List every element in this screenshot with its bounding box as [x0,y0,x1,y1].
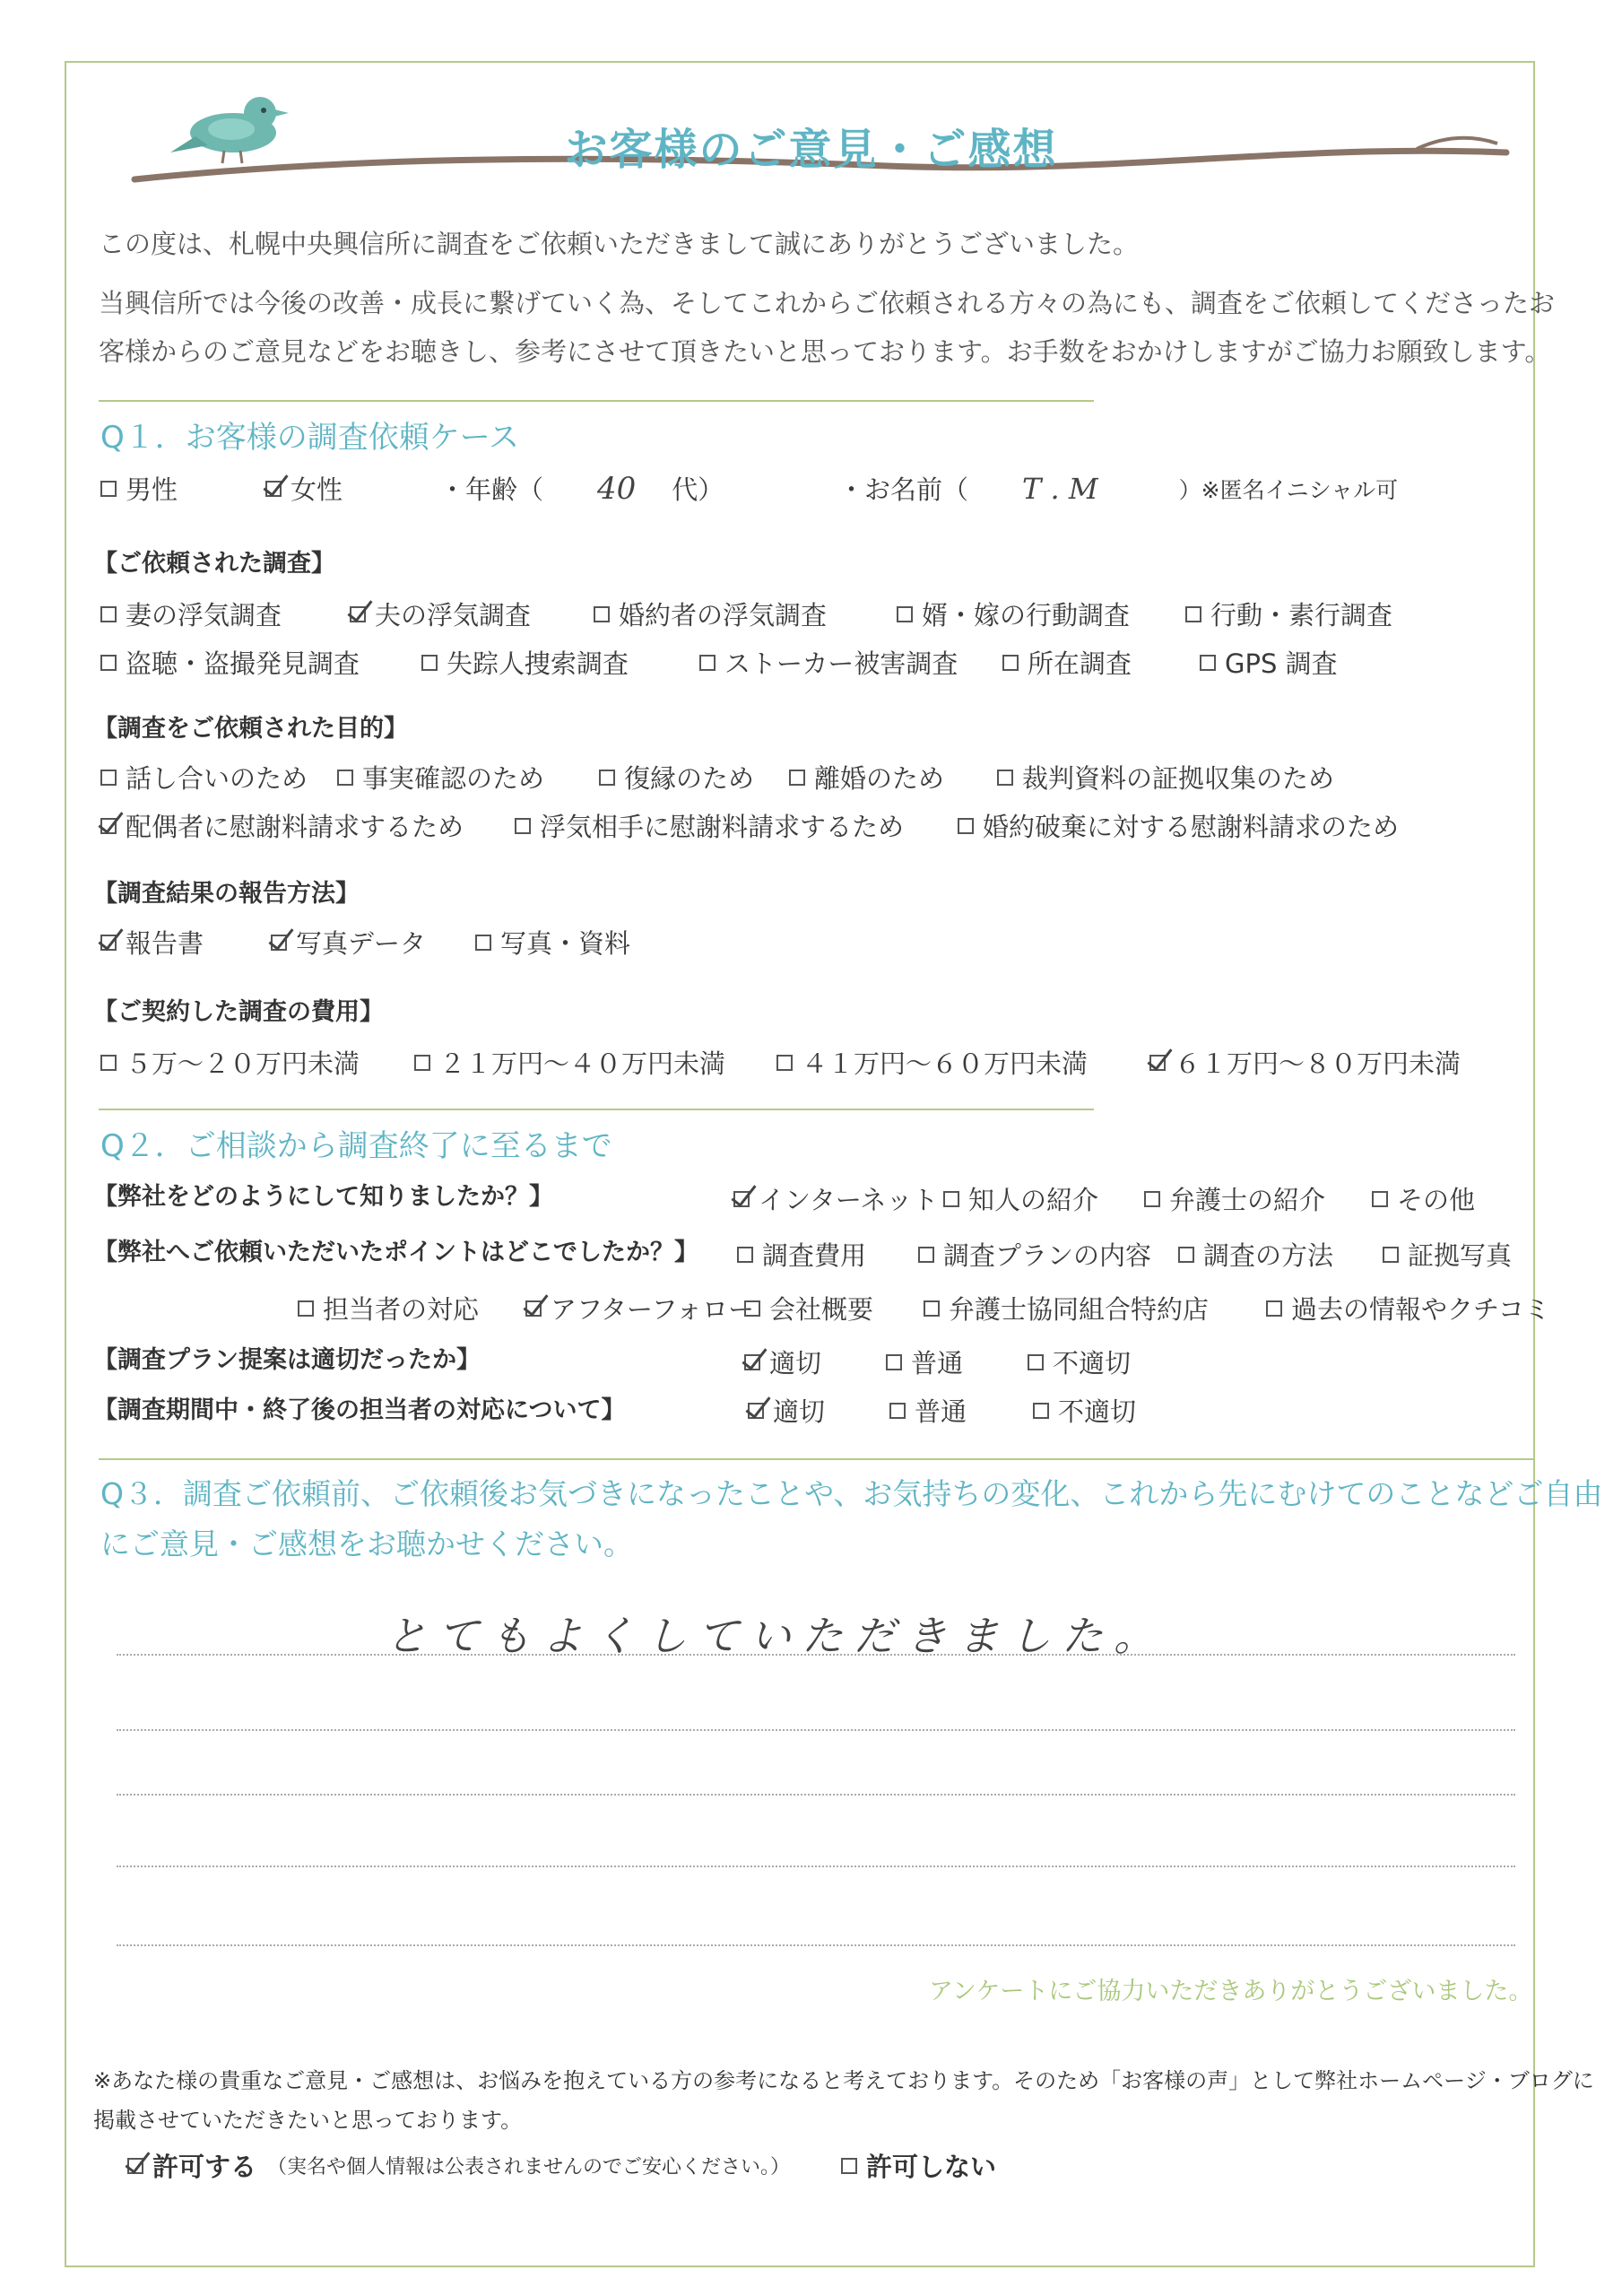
checkbox[interactable] [100,655,117,671]
checkbox-checked[interactable] [525,1300,542,1317]
age-value: 40 [597,470,637,507]
option-label: 適切 [769,1348,822,1378]
checkbox[interactable] [789,770,805,786]
gender-male-option[interactable] [100,470,178,507]
divider [99,1458,1533,1460]
checkbox[interactable] [515,818,531,834]
option-label: 盗聴・盗撮発見調査 [126,648,360,679]
purpose-claim-engagement[interactable] [958,807,1399,844]
staff-normal[interactable] [889,1392,967,1429]
option-label: 婚約者の浮気調査 [619,600,828,631]
plan-inappropriate[interactable] [1028,1344,1131,1380]
option-gps[interactable] [1200,644,1338,681]
answer-line [117,1729,1515,1731]
intro-line-2: 当興信所では今後の改善・成長に繋げていく為、そしてこれからご依頼される方々の為にも、調査をご依頼してくださったお [99,288,1556,318]
option-stalker[interactable] [699,644,958,681]
answer-line [117,1866,1515,1867]
checkbox[interactable] [997,770,1013,786]
option-label: 不適切 [1058,1396,1137,1427]
option-label: 男性 [126,474,178,505]
option-label: ２１万円～４０万円未満 [439,1048,726,1079]
option-wife-affair[interactable] [100,596,282,632]
checkbox-checked[interactable] [100,818,117,834]
option-label: ストーカー被害調査 [724,648,958,679]
checkbox[interactable] [776,1055,793,1071]
q3-heading-line-2: にご意見・ご感想をお聴かせください。 [100,1526,633,1561]
option-husband-affair[interactable] [350,596,531,632]
answer-line [117,1794,1515,1796]
point-lawyer-coop[interactable] [924,1290,1209,1326]
checkbox[interactable] [841,2158,857,2174]
checkbox[interactable] [1033,1403,1049,1419]
checkbox[interactable] [1028,1354,1044,1370]
option-label: ５万～２０万円未満 [126,1048,360,1079]
checkbox[interactable] [943,1191,959,1207]
checkbox-checked[interactable] [127,2158,143,2174]
option-label: 女性 [291,474,343,505]
checkbox[interactable] [699,655,716,671]
point-reviews[interactable] [1266,1290,1550,1326]
point-plan[interactable] [918,1236,1151,1273]
option-label: 証拠写真 [1408,1240,1513,1271]
option-fiance-affair[interactable] [594,596,827,632]
option-behavior-conduct[interactable] [1185,596,1392,632]
checkbox[interactable] [1178,1247,1194,1263]
option-label: 事実確認のため [362,763,545,794]
point-photo[interactable] [1383,1236,1512,1273]
cost-61-80[interactable] [1149,1044,1461,1081]
option-label: 所在調査 [1028,648,1132,679]
cost-title: 【ご契約した調査の費用】 [93,998,384,1026]
checkbox[interactable] [599,770,615,786]
answer-line [117,1654,1515,1656]
q3-heading-line-1: Q３．調査ご依頼前、ご依頼後お気づきになったことや、お気持ちの変化、これから先にむけてのことなどご自由 [100,1476,1603,1511]
option-label: ）※匿名イニシャル可 [1178,476,1399,503]
point-company[interactable] [744,1290,873,1326]
option-label: 離婚のため [814,763,945,794]
option-label: 婿・嫁の行動調査 [922,600,1131,631]
option-label: 代） [672,474,724,505]
how-known-title: 【弊社をどのようにして知りましたか？】 [93,1183,553,1211]
option-label: 過去の情報やクチコミ [1291,1294,1550,1325]
plan-appropriate-title: 【調査プラン提案は適切だったか】 [93,1346,481,1374]
checkbox[interactable] [1383,1247,1399,1263]
option-label: 調査の方法 [1203,1240,1334,1271]
plan-appropriate[interactable] [744,1344,821,1380]
checkbox[interactable] [421,655,438,671]
option-label: 写真データ [296,928,427,959]
checkbox[interactable] [1002,655,1019,671]
point-cost[interactable] [737,1236,866,1273]
option-label: 裁判資料の証拠収集のため [1022,763,1335,794]
option-label: 婚約破棄に対する慰謝料請求のため [983,812,1400,842]
option-label: ・お名前（ [838,474,969,505]
checkbox[interactable] [889,1403,906,1419]
q2-heading: Q２．ご相談から調査終了に至るまで [100,1128,612,1164]
checkbox[interactable] [100,1055,117,1071]
divider [99,1109,1094,1110]
cost-41-60[interactable] [776,1044,1088,1081]
option-label: 浮気相手に慰謝料請求するため [540,812,905,842]
checkbox[interactable] [924,1300,940,1317]
checkbox-checked[interactable] [1149,1055,1166,1071]
purpose-claim-spouse[interactable] [100,807,464,844]
checkbox-checked[interactable] [265,481,282,497]
option-wiretap-detection[interactable] [100,644,360,681]
checkbox[interactable] [1185,606,1201,622]
checkbox[interactable] [1200,655,1216,671]
checkbox[interactable] [298,1300,314,1317]
checkbox[interactable] [594,606,610,622]
option-in-law-behavior[interactable] [897,596,1130,632]
point-method[interactable] [1178,1236,1333,1273]
option-label: アフターフォロー [551,1294,755,1325]
checkbox-checked[interactable] [100,935,117,951]
checkbox[interactable] [1144,1191,1160,1207]
report-photo-data[interactable] [271,924,426,961]
option-label: インターネット [759,1185,939,1215]
option-label: 夫の浮気調査 [375,600,532,631]
option-label: ・年齢（ [439,474,544,505]
option-label: 失踪人捜索調査 [447,648,629,679]
checkbox[interactable] [958,818,974,834]
option-label: 担当者の対応 [323,1294,480,1325]
checkbox[interactable] [1372,1191,1388,1207]
checkbox[interactable] [886,1354,902,1370]
purpose-reconcile[interactable] [599,759,754,796]
footer-note-line-2: 掲載させていただきたいと思っております。 [93,2108,523,2133]
checkbox-checked[interactable] [748,1403,764,1419]
name-value: T . M [1022,471,1098,506]
purpose-title: 【調査をご依頼された目的】 [93,715,408,743]
staff-appropriate[interactable] [748,1392,825,1429]
answer-line [117,1944,1515,1946]
permission-allow-option[interactable]: 許可する （実名や個人情報は公表されませんのでご安心ください。） [127,2147,790,2184]
checkbox[interactable] [737,1247,753,1263]
option-label: 調査費用 [762,1240,867,1271]
cost-21-40[interactable] [414,1044,725,1081]
page-title: お客様のご意見・ご感想 [564,125,1058,175]
footer-note-line-1: ※あなた様の貴重なご意見・ご感想は、お悩みを抱えている方の参考になると考えております。そのため「お客様の声」として弊社ホームページ・ブログに [93,2068,1594,2093]
name-field[interactable] [838,470,1398,507]
option-label: 配偶者に慰謝料請求するため [126,812,464,842]
checkbox[interactable] [414,1055,430,1071]
option-label: 報告書 [126,928,204,959]
intro-line-3: 客様からのご意見などをお聴きし、参考にさせて頂きたいと思っております。お手数をおかけしますがご協力お願致します。 [99,336,1551,367]
option-label: ６１万円～８０万円未満 [1175,1048,1462,1079]
checkbox[interactable] [100,770,117,786]
option-label: 普通 [915,1396,967,1427]
option-label: 行動・素行調査 [1210,600,1393,631]
intro-line-1: この度は、札幌中央興信所に調査をご依頼いただきまして誠にありがとうございました。 [99,229,1140,259]
option-label: 復縁のため [624,763,755,794]
option-location[interactable] [1002,644,1132,681]
cost-5-20[interactable] [100,1044,360,1081]
checkbox-checked[interactable] [271,935,287,951]
option-missing-person[interactable] [421,644,629,681]
point-after-follow[interactable] [525,1290,754,1326]
checkbox-checked[interactable] [733,1191,750,1207]
option-label: 不適切 [1053,1348,1132,1378]
option-label: 写真・資料 [500,928,631,959]
option-label: ４１万円～６０万円未満 [802,1048,1089,1079]
option-label: 知人の紹介 [968,1185,1099,1215]
purpose-discussion[interactable] [100,759,308,796]
option-label: 適切 [773,1396,826,1427]
option-label: 会社概要 [769,1294,874,1325]
purpose-court-evidence[interactable] [997,759,1334,796]
staff-inappropriate[interactable] [1033,1392,1136,1429]
divider [99,400,1094,402]
option-label: 普通 [911,1348,964,1378]
report-method-title: 【調査結果の報告方法】 [93,880,360,908]
option-label: その他 [1397,1185,1476,1215]
q1-heading: Q１．お客様の調査依頼ケース [100,420,520,456]
permission-deny-option[interactable]: 許可しない [841,2147,996,2184]
checkbox[interactable] [744,1300,760,1317]
checkbox[interactable] [337,770,353,786]
option-label: 妻の浮気調査 [126,600,282,631]
how-other[interactable] [1372,1180,1475,1217]
checkbox-checked[interactable] [350,606,366,622]
handwritten-answer: とてもよくしていただきました。 [386,1612,1166,1660]
checkbox[interactable] [897,606,913,622]
checkbox[interactable] [918,1247,934,1263]
purpose-claim-partner[interactable] [515,807,904,844]
checkbox[interactable] [100,481,117,497]
plan-normal[interactable] [886,1344,963,1380]
point-title: 【弊社へご依頼いただいたポイントはどこでしたか？】 [93,1239,698,1266]
thanks-message: アンケートにご協力いただきありがとうございました。 [929,1978,1533,2005]
requested-survey-title: 【ご依頼された調査】 [93,550,335,578]
purpose-fact-check[interactable] [337,759,544,796]
checkbox[interactable] [475,935,491,951]
point-staff[interactable] [298,1290,479,1326]
option-label: GPS 調査 [1225,648,1338,679]
how-acquaintance[interactable] [943,1180,1098,1217]
purpose-divorce[interactable] [789,759,944,796]
checkbox-checked[interactable] [744,1354,760,1370]
option-label: 調査プランの内容 [943,1240,1152,1271]
how-internet[interactable] [733,1180,938,1217]
checkbox[interactable] [100,606,117,622]
option-label: 話し合いのため [126,763,308,794]
gender-female-option[interactable] [265,470,343,507]
age-field[interactable] [439,470,724,507]
report-document[interactable] [100,924,204,961]
option-label: 弁護士の紹介 [1169,1185,1326,1215]
staff-response-title: 【調査期間中・終了後の担当者の対応について】 [93,1396,626,1424]
report-photo-material[interactable] [475,924,630,961]
checkbox[interactable] [1266,1300,1282,1317]
option-label: 弁護士協同組合特約店 [949,1294,1210,1325]
how-lawyer[interactable] [1144,1180,1325,1217]
